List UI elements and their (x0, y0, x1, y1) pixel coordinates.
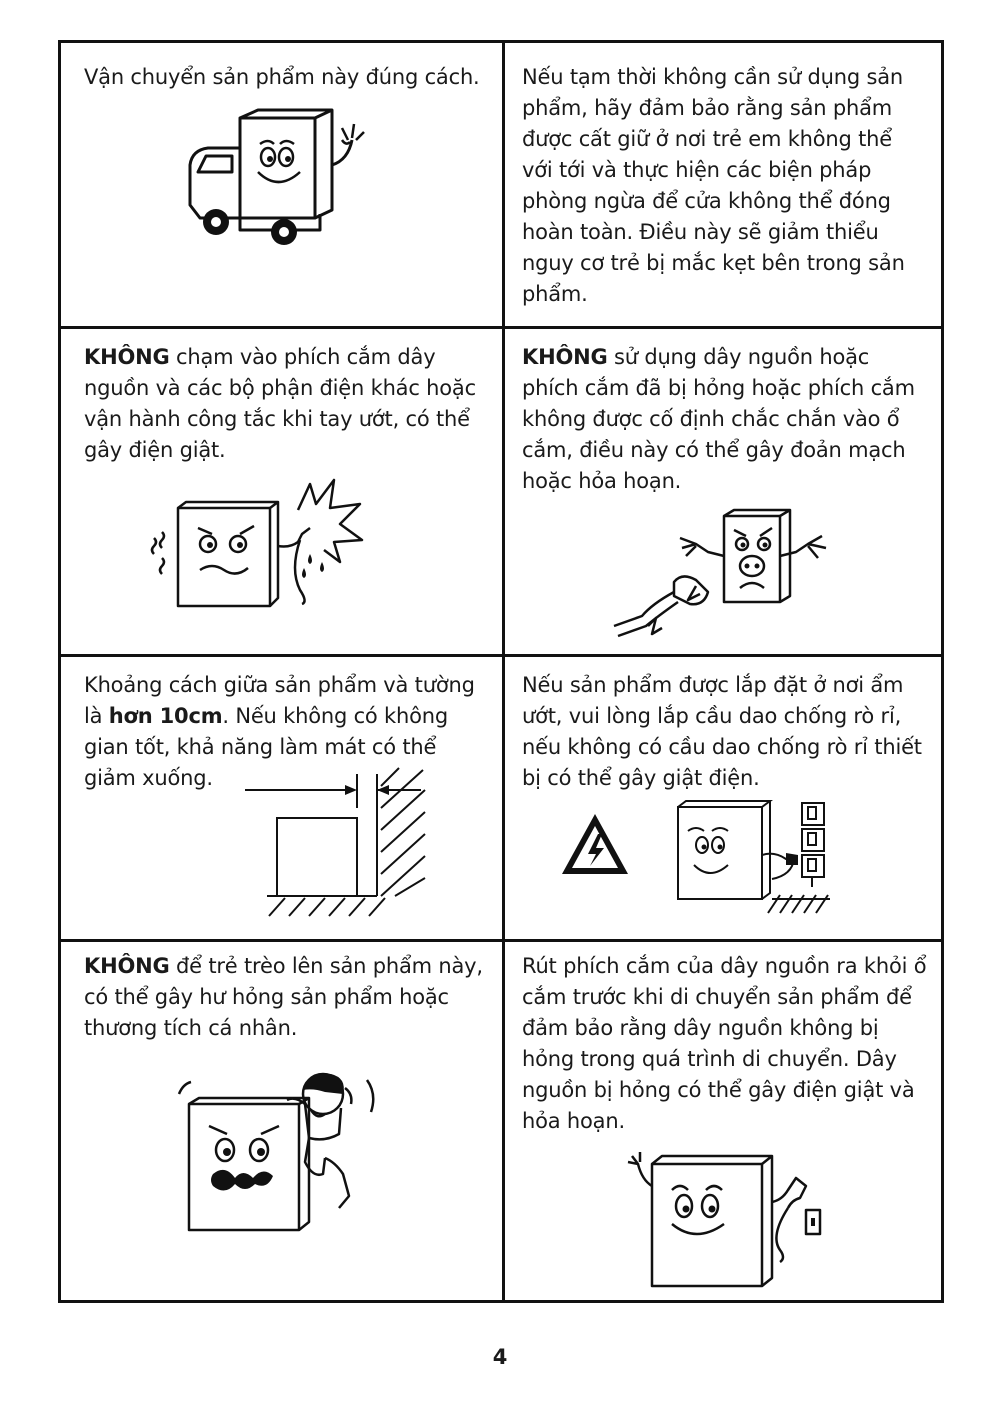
wall-distance-body-a: Khoảng cách giữa sản phẩm và tường là (84, 673, 475, 728)
transport-text: Vận chuyển sản phẩm này đúng cách. (84, 65, 480, 89)
wall-clearance-diagram (245, 768, 440, 918)
truck-illustration (180, 110, 380, 250)
damaged-cord-body: sử dụng dây nguồn hoặc phích cắm đã bị hỏng hoặc phích cắm không được cố định chắc chắn vào ổ cắm, điều này có thể gây đoản mạch hoặc hỏa hoạn. (522, 345, 915, 493)
distance-value: hơn 10cm (108, 704, 223, 728)
unplug-illustration (620, 1150, 830, 1290)
damaged-cord-text (522, 342, 927, 497)
wet-hands-body: chạm vào phích cắm dây nguồn và các bộ phận điện khác hoặc vận hành công tắc khi tay ướt, có thể gây điện giật. (84, 345, 476, 462)
page-number: 4 (492, 1345, 508, 1369)
warning-keyword: KHÔNG (522, 345, 608, 369)
electric-hazard-icon (560, 812, 630, 876)
leakage-breaker-text: Nếu sản phẩm được lắp đặt ở nơi ẩm ướt, vui lòng lắp cầu dao chống rò rỉ, nếu không có cầu dao chống rò rỉ thiết bị có thể gây giật điện. (522, 673, 922, 790)
row-divider (61, 654, 941, 657)
warning-keyword: KHÔNG (84, 345, 170, 369)
wet-hands-text (84, 342, 489, 466)
damaged-plug-illustration (612, 508, 832, 643)
no-climbing-body: để trẻ trèo lên sản phẩm này, có thể gây hư hỏng sản phẩm hoặc thương tích cá nhân. (84, 954, 483, 1040)
no-climbing-text (84, 951, 489, 1044)
child-climbing-illustration (175, 1070, 380, 1235)
row-divider (61, 939, 941, 942)
wet-hands-illustration (150, 480, 365, 610)
storage-text: Nếu tạm thời không cần sử dụng sản phẩm, hãy đảm bảo rằng sản phẩm được cất giữ ở nơi trẻ em không thể với tới và thực hiện các biện pháp phòng ngừa để cửa không thể đóng hoàn toàn. Điều này sẽ giảm thiểu nguy cơ trẻ bị mắc kẹt bên trong sản phẩm. (522, 65, 905, 306)
unplug-text: Rút phích cắm của dây nguồn ra khỏi ổ cắm trước khi di chuyển sản phẩm để đảm bảo rằng dây nguồn không bị hỏng trong quá trình di chuyển. Dây nguồn bị hỏng có thể gây điện giật và hỏa hoạn. (522, 954, 927, 1133)
row-divider (61, 326, 941, 329)
warning-keyword: KHÔNG (84, 954, 170, 978)
wall-distance-body-b: . Nếu không có không gian tốt, khả năng làm mát có thể giảm xuống. (84, 704, 449, 790)
breaker-illustration (672, 795, 832, 920)
column-divider (502, 43, 505, 1300)
